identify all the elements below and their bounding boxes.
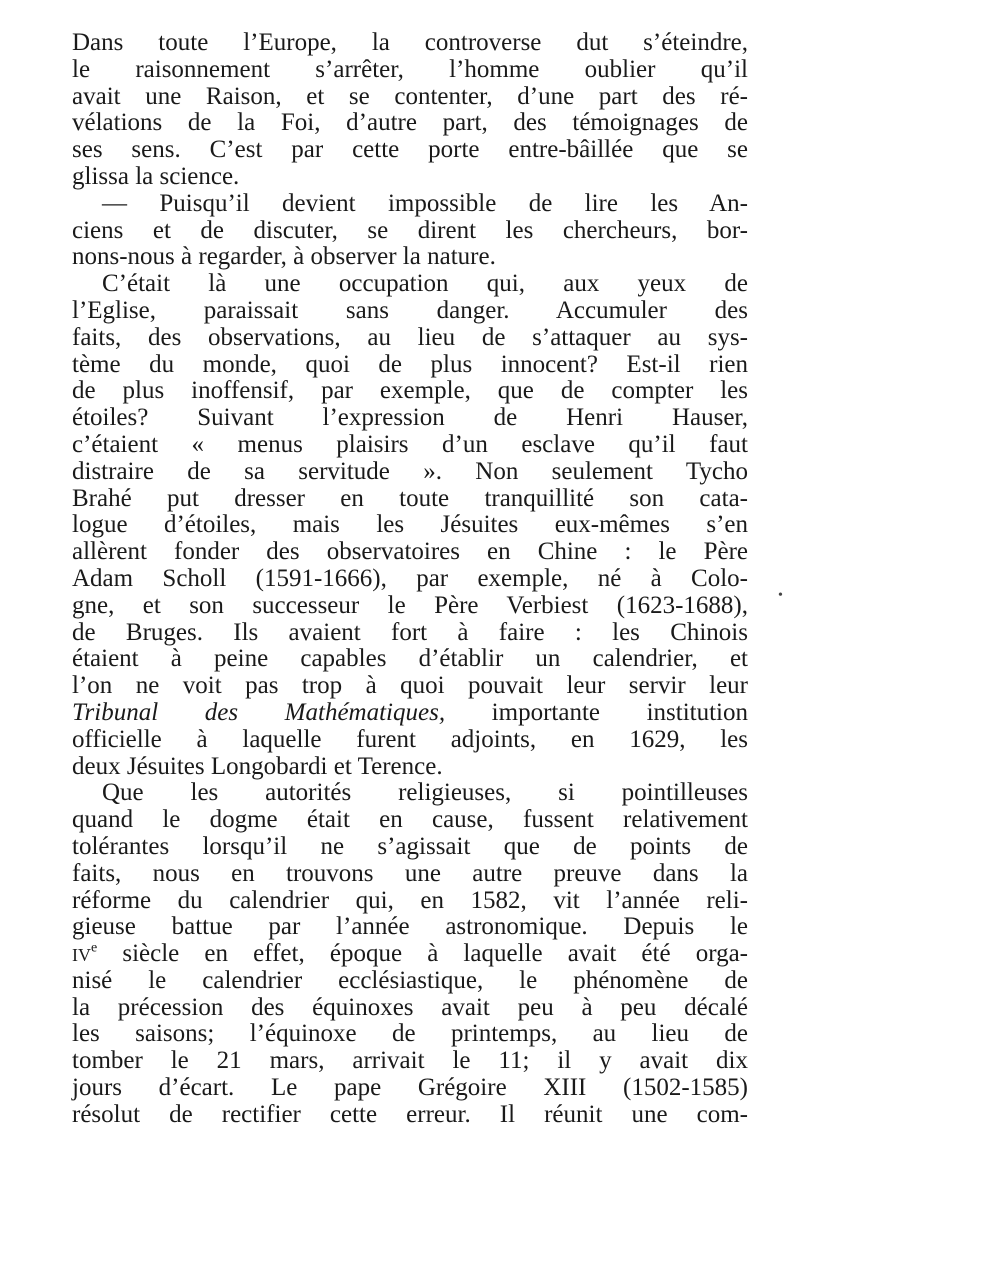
- text-line: tème du monde, quoi de plus innocent? Est-il rien: [72, 350, 748, 378]
- paragraph: [72, 191, 748, 271]
- text-line: l’on ne voit pas trop à quoi pouvait leur servir leur: [72, 672, 748, 700]
- paragraph: [72, 271, 748, 780]
- text-line: nons-nous à regarder, à observer la nature.: [72, 243, 496, 271]
- text-line: Dans toute l’Europe, la controverse dut s’éteindre,: [72, 29, 748, 56]
- text-line: étaient à peine capables d’établir un calendrier, et: [72, 645, 748, 673]
- stray-mark: •: [778, 588, 783, 603]
- text-line: faits, des observations, au lieu de s’attaquer au sys-: [72, 323, 748, 351]
- text-line: officielle à laquelle furent adjoints, en 1629, les: [72, 725, 748, 753]
- text-line: de Bruges. Ils avaient fort à faire : les Chinois: [72, 618, 748, 646]
- paragraph: [72, 30, 748, 191]
- text-line: Adam Scholl (1591-1666), par exemple, né à Colo-: [72, 564, 748, 592]
- text-line: Que les autorités religieuses, si pointilleuses: [102, 779, 748, 807]
- text-line: — Puisqu’il devient impossible de lire les An-: [102, 189, 748, 217]
- text-line: ses sens. C’est par cette porte entre-bâillée que se: [72, 136, 748, 164]
- century-numeral: iv: [72, 940, 91, 968]
- text-line: glissa la science.: [72, 162, 240, 190]
- text-line: ciens et de discuter, se dirent les chercheurs, bor-: [72, 216, 748, 244]
- text-line: réforme du calendrier qui, en 1582, vit l’année reli-: [72, 886, 748, 914]
- text-line: résolut de rectifier cette erreur. Il réunit une com-: [72, 1100, 748, 1128]
- text-line: c’étaient « menus plaisirs d’un esclave qu’il faut: [72, 430, 748, 458]
- text-line: avait une Raison, et se contenter, d’une part des ré-: [72, 82, 748, 110]
- text-line: jours d’écart. Le pape Grégoire XIII (1502-1585): [72, 1074, 748, 1102]
- text-line: vélations de la Foi, d’autre part, des témoignages de: [72, 109, 748, 137]
- text-line: gne, et son successeur le Père Verbiest (1623-1688),: [72, 591, 748, 619]
- text-line: C’était là une occupation qui, aux yeux de: [102, 270, 748, 298]
- text-line: tomber le 21 mars, arrivait le 11; il y avait dix: [72, 1047, 748, 1075]
- century-superscript: e: [91, 940, 98, 956]
- text-line: Brahé put dresser en toute tranquillité son cata-: [72, 484, 748, 512]
- text-line: la précession des équinoxes avait peu à peu décalé: [72, 993, 748, 1021]
- text-line: deux Jésuites Longobardi et Terence.: [72, 752, 443, 780]
- page-text: [72, 30, 748, 1129]
- italic-title: Tribunal des Mathématiques,: [72, 698, 446, 726]
- paragraph: [72, 780, 748, 1128]
- text-line: faits, nous en trouvons une autre preuve dans la: [72, 859, 748, 887]
- text-line: les saisons; l’équinoxe de printemps, au lieu de: [72, 1020, 748, 1048]
- text-line: le raisonnement s’arrêter, l’homme oublier qu’il: [72, 55, 748, 83]
- text-line: tolérantes lorsqu’il ne s’agissait que de points de: [72, 832, 748, 860]
- text-line: logue d’étoiles, mais les Jésuites eux-mêmes s’en: [72, 511, 748, 539]
- text-line: l’Eglise, paraissait sans danger. Accumuler des: [72, 296, 748, 324]
- text-line: [72, 700, 748, 727]
- text-line: quand le dogme était en cause, fussent relativement: [72, 806, 748, 834]
- text-line: étoiles? Suivant l’expression de Henri Hauser,: [72, 404, 748, 432]
- text-fragment: siècle en effet, époque à laquelle avait été orga-: [97, 940, 748, 968]
- text-line: allèrent fonder des observatoires en Chine : le Père: [72, 538, 748, 566]
- text-line: gieuse battue par l’année astronomique. Depuis le: [72, 913, 748, 941]
- text-line: [72, 941, 748, 968]
- text-line: distraire de sa servitude ». Non seulement Tycho: [72, 457, 748, 485]
- text-line: nisé le calendrier ecclésiastique, le phénomène de: [72, 966, 748, 994]
- text-fragment: importante institution: [445, 698, 748, 726]
- text-line: de plus inoffensif, par exemple, que de compter les: [72, 377, 748, 405]
